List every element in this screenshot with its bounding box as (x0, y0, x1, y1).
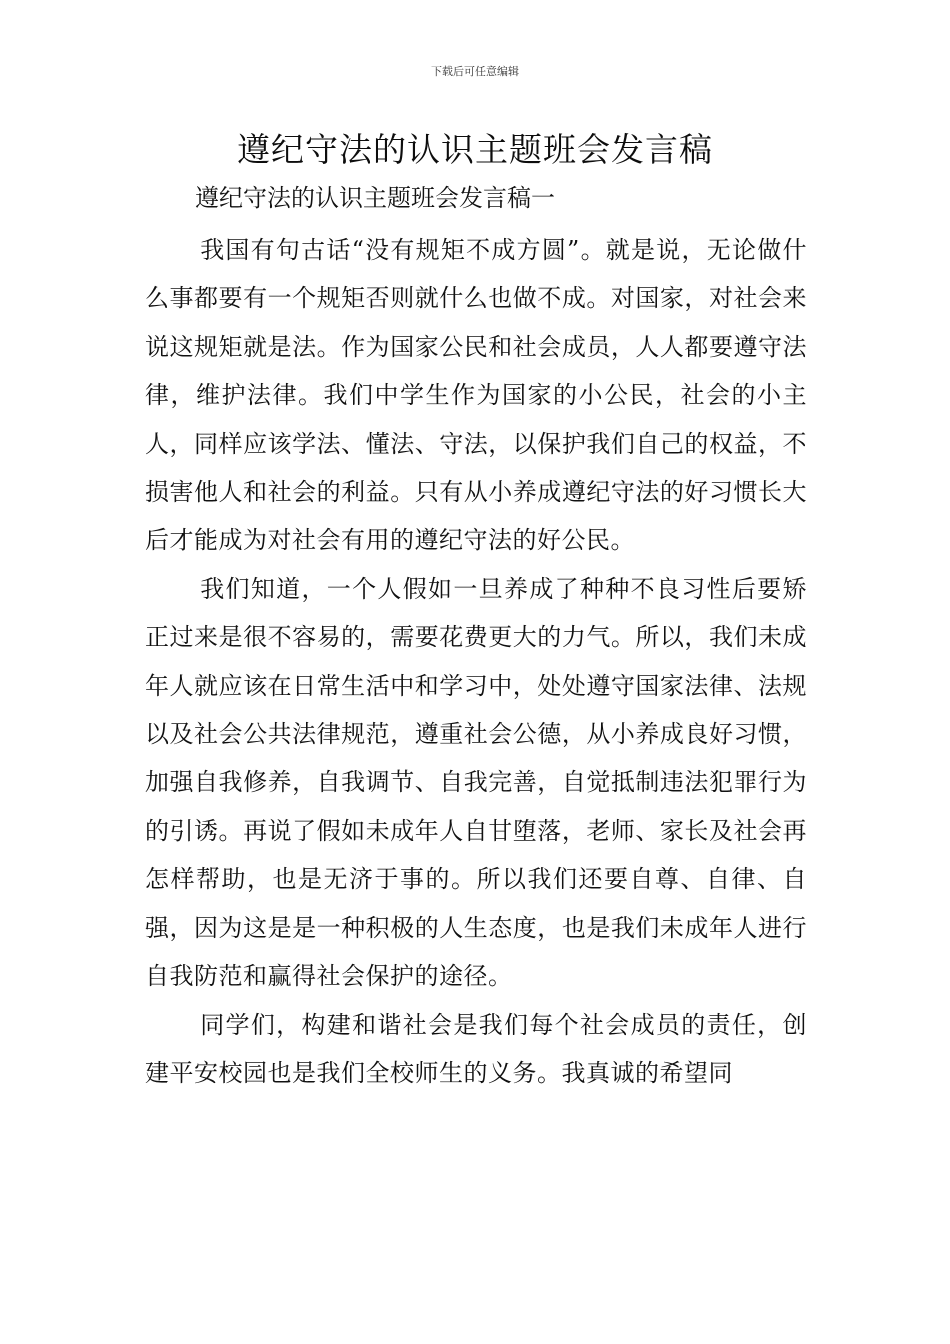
paragraph-2: 我们知道，一个人假如一旦养成了种种不良习性后要矫正过来是很不容易的，需要花费更大的力气。所以，我们未成年人就应该在日常生活中和学习中，处处遵守国家法律、法规以及社会公共法律规范，遵重社会公德，从小养成良好习惯，加强自我修养，自我调节、自我完善，自觉抵制违法犯罪行为的引诱。再说了假如未成年人自甘堕落，老师、家长及社会再怎样帮助，也是无济于事的。所以我们还要自尊、自律、自强，因为这是是一种积极的人生态度，也是我们未成年人进行自我防范和赢得社会保护的途径。 (145, 574, 807, 991)
paragraph-3: 同学们，构建和谐社会是我们每个社会成员的责任，创建平安校园也是我们全校师生的义务。我真诚的希望同 (145, 1010, 807, 1087)
document-body (145, 226, 807, 1097)
section-subtitle: 遵纪守法的认识主题班会发言稿一 (195, 184, 555, 212)
paragraph-1: 我国有句古话“没有规矩不成方圆”。就是说，无论做什么事都要有一个规矩否则就什么也做不成。对国家，对社会来说这规矩就是法。作为国家公民和社会成员，人人都要遵守法律，维护法律。我们中学生作为国家的小公民，社会的小主人，同样应该学法、懂法、守法，以保护我们自己的权益，不损害他人和社会的利益。只有从小养成遵纪守法的好习惯长大后才能成为对社会有用的遵纪守法的好公民。 (145, 236, 807, 555)
page-title: 遵纪守法的认识主题班会发言稿 (237, 130, 713, 169)
header-note: 下载后可任意编辑 (431, 65, 519, 78)
